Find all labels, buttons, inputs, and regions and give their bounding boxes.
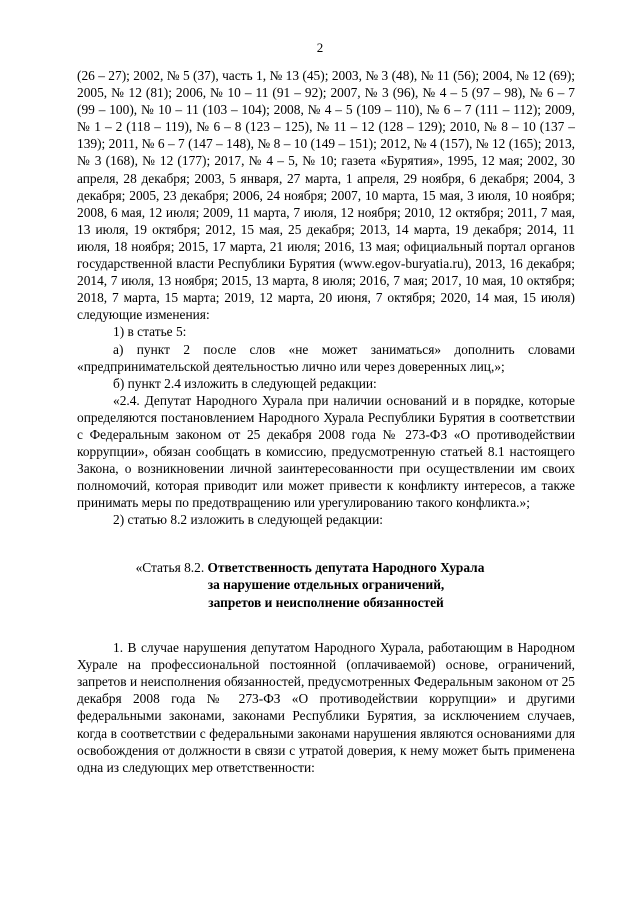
paragraph-article-2-4: «2.4. Депутат Народного Хурала при наличии оснований и в порядке, которые определяются постановлением Народного Хурала Республики Бурятия в соответствии с Федеральным законом от 25 декабря 2008 года № 273-ФЗ «О противодействии коррупции», обязан сообщать в комиссию, предусмотренную статьей 8.1 настоящего Закона, о возникновении личной заинтересованности при осуществлении им своих полномочий, которая приводит или может привести к конфликту интересов, а также принимать меры по предотвращению или урегулированию такого конфликта.»; xyxy=(77,392,575,511)
paragraph-item-1: 1) в статье 5: xyxy=(113,324,187,340)
article-heading-prefix: «Статья 8.2. xyxy=(135,559,208,575)
paragraph-item-2: 2) статью 8.2 изложить в следующей редакции: xyxy=(113,512,383,528)
article-heading-line-2: за нарушение отдельных ограничений, xyxy=(207,577,445,593)
paragraph-item-a: а) пункт 2 после слов «не может заниматься» дополнить словами «предпринимательской деятельностью лично или через доверенных лиц,»; xyxy=(77,341,575,374)
article-heading-title-1: Ответственность депутата Народного Хурала xyxy=(207,559,485,575)
article-heading xyxy=(77,559,575,612)
article-heading-line-3: запретов и неисполнение обязанностей xyxy=(208,594,444,610)
article-heading-line-1 xyxy=(77,559,575,577)
paragraph-publication-list: (26 – 27); 2002, № 5 (37), часть 1, № 13 (45); 2003, № 3 (48), № 11 (56); 2004, № 12 (69); 2005, № 12 (81); 2006, № 10 – 11 (91 – 92); 2007, № 3 (96), № 4 – 5 (97 – 98), № 6 – 7 (99 – 100), № 10 – 11 (103 – 104); 2008, № 4 – 5 (109 – 110), № 6 – 7 (111 – 112); 2009, № 1 – 2 (118 – 119), № 6 – 8 (123 – 125), № 11 – 12 (128 – 129); 2010, № 8 – 10 (137 – 139); 2011, № 6 – 7 (147 – 148), № 8 – 10 (149 – 151); 2012, № 4 (157), № 12 (165); 2013, № 3 (168), № 12 (177); 2017, № 4 – 5, № 10; газета «Бурятия», 1995, 12 мая; 2002, 30 апреля, 28 декабря; 2003, 5 января, 27 марта, 1 апреля, 29 ноября, 6 декабря; 2004, 3 декабря; 2005, 23 декабря; 2006, 24 ноября; 2007, 10 марта, 15 мая, 3 июля, 10 ноября; 2008, 6 мая, 12 июля; 2009, 11 марта, 7 июля, 12 ноября; 2010, 12 октября; 2011, 7 мая, 13 июля, 19 октября; 2012, 15 мая, 25 декабря; 2013, 14 марта, 19 декабря; 2014, 11 июля, 18 ноября; 2015, 17 марта, 21 июля; 2016, 13 мая; официальный портал органов государственной власти Республики Бурятия (www.egov-buryatia.ru), 2013, 16 декабря; 2014, 7 июля, 13 ноября; 2015, 13 марта, 8 июля; 2016, 7 мая; 2017, 10 мая, 10 октября; 2018, 7 марта, 15 марта; 2019, 12 марта, 20 июня, 7 октября; 2020, 14 мая, 15 июля) следующие изменения: xyxy=(77,68,575,323)
paragraph-item-b: б) пункт 2.4 изложить в следующей редакции: xyxy=(113,375,377,391)
page-number: 2 xyxy=(316,40,324,55)
document-body xyxy=(77,67,575,776)
paragraph-article-8-2-item-1: 1. В случае нарушения депутатом Народного Хурала, работающим в Народном Хурале на профессиональной постоянной (оплачиваемой) основе, ограничений, запретов и неисполнения обязанностей, предусмотренных Федеральным законом от 25 декабря 2008 года № 273-ФЗ «О противодействии коррупции» и другими федеральными законами, законами Республики Бурятия, за исключением случаев, когда в соответствии с федеральными законами нарушения являются основаниями для освобождения от должности в связи с утратой доверия, к нему может быть применена одна из следующих мер ответственности: xyxy=(77,640,575,775)
